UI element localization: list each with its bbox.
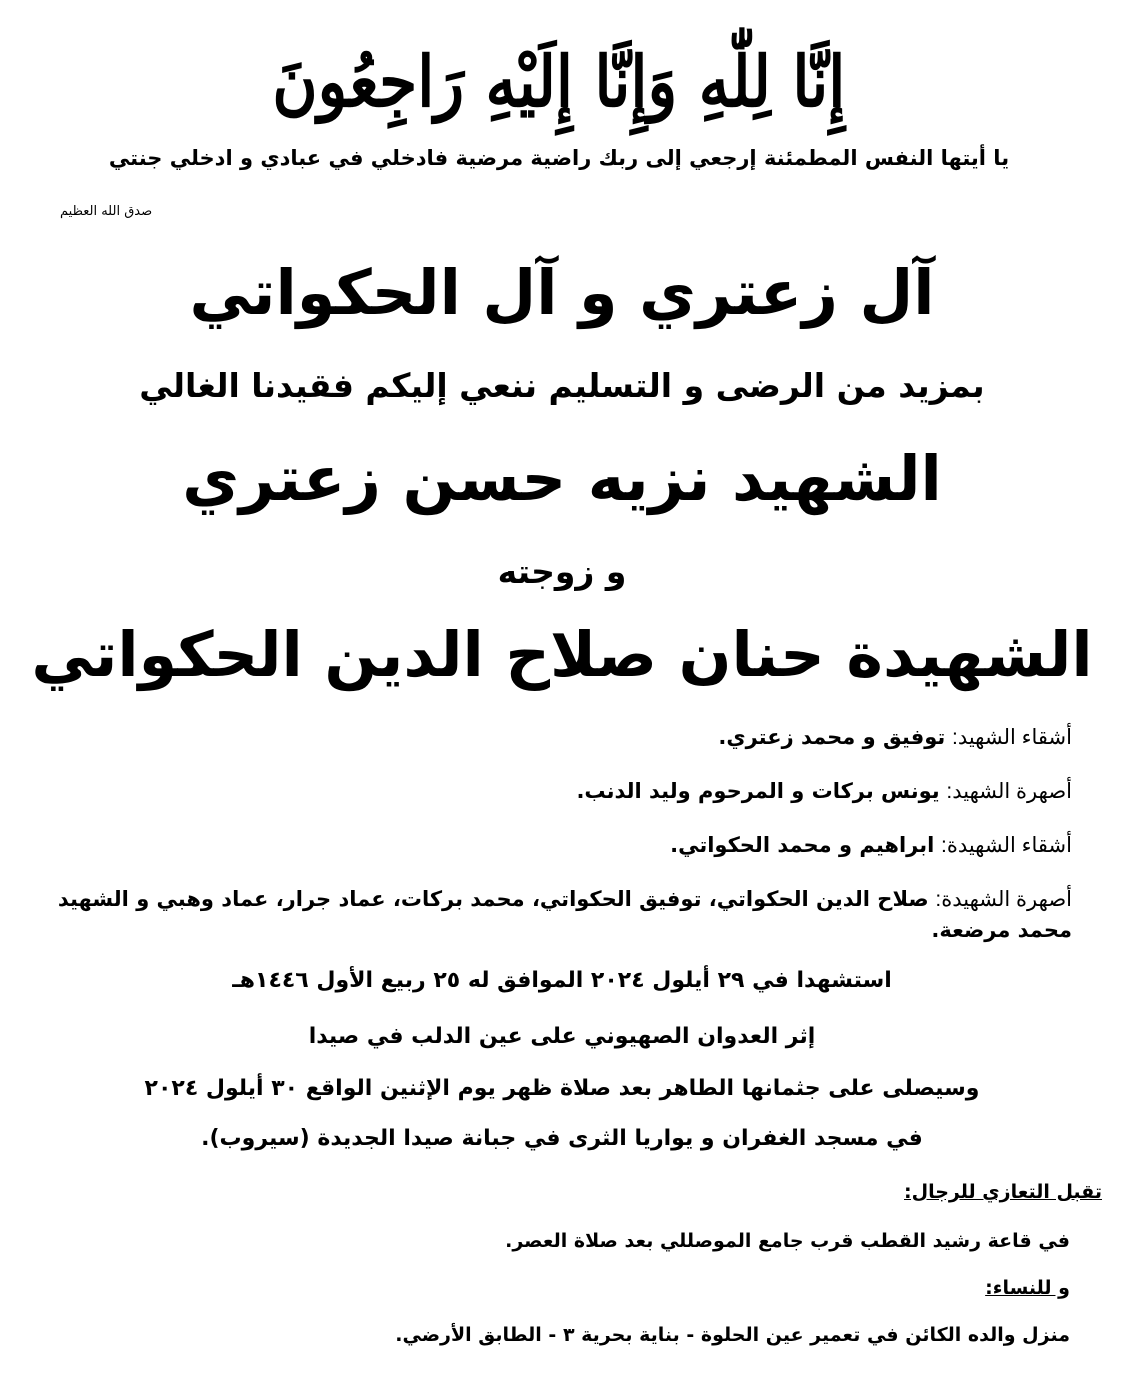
relatives-item: [28, 884, 1072, 946]
condolences-men-place: في قاعة رشيد القطب قرب جامع الموصللي بعد صلاة العصر.: [505, 1230, 1070, 1252]
quran-verse: يا أيتها النفس المطمئنة إرجعي إلى ربك راضية مرضية فادخلي في عبادي و ادخلي جنتي: [108, 146, 1010, 170]
relatives-item: [28, 830, 1072, 861]
burial-place: في مسجد الغفران و يواريا الثرى في جبانة صيدا الجديدة (سيروب).: [201, 1126, 923, 1151]
relatives-value: يونس بركات و المرحوم وليد الدنب.: [576, 779, 940, 803]
relatives-item: [28, 776, 1072, 807]
martyrdom-cause: إثر العدوان الصهيوني على عين الدلب في صيدا: [308, 1024, 816, 1049]
relatives-value: توفيق و محمد زعتري.: [718, 725, 946, 749]
condolences-women-place: منزل والده الكائن في تعمير عين الحلوة - بناية بحرية ٣ - الطابق الأرضي.: [395, 1324, 1070, 1346]
relatives-item: [28, 722, 1072, 753]
relatives-label: أشقاء الشهيدة:: [940, 834, 1072, 857]
and-wife-line: و زوجته: [497, 552, 627, 591]
martyr-name: الشهيد نزيه حسن زعتري: [182, 442, 942, 515]
condolences-men-label: تقبل التعازي للرجال:: [904, 1181, 1102, 1203]
verse-closing: صدق الله العظيم: [60, 204, 153, 219]
calligraphy-heading: إِنَّا لِلّٰهِ وَإِنَّا إِلَيْهِ رَاجِعُونَ: [272, 40, 846, 123]
relatives-value: صلاح الدين الحكواتي، توفيق الحكواتي، محمد بركات، عماد جرار، عماد وهبي و الشهيد محمد مرضعة.: [57, 887, 1072, 942]
relatives-value: ابراهيم و محمد الحكواتي.: [670, 833, 935, 857]
relatives-list: [28, 722, 1072, 969]
relatives-label: أصهرة الشهيد:: [946, 780, 1072, 803]
condolences-women-label: و للنساء:: [985, 1277, 1070, 1299]
families-title: آل زعتري و آل الحكواتي: [189, 256, 935, 329]
funeral-prayer: وسيصلى على جثمانها الطاهر بعد صلاة ظهر يوم الإثنين الواقع ٣٠ أيلول ٢٠٢٤: [144, 1076, 980, 1101]
wife-name: الشهيدة حنان صلاح الدين الحكواتي: [31, 618, 1093, 691]
martyrdom-date: استشهدا في ٢٩ أيلول ٢٠٢٤ الموافق له ٢٥ ربيع الأول ١٤٤٦هـ: [232, 968, 892, 993]
relatives-label: أصهرة الشهيدة:: [935, 888, 1072, 911]
announcement-line: بمزيد من الرضى و التسليم ننعي إليكم فقيدنا الغالي: [139, 366, 985, 405]
relatives-label: أشقاء الشهيد:: [951, 726, 1072, 749]
